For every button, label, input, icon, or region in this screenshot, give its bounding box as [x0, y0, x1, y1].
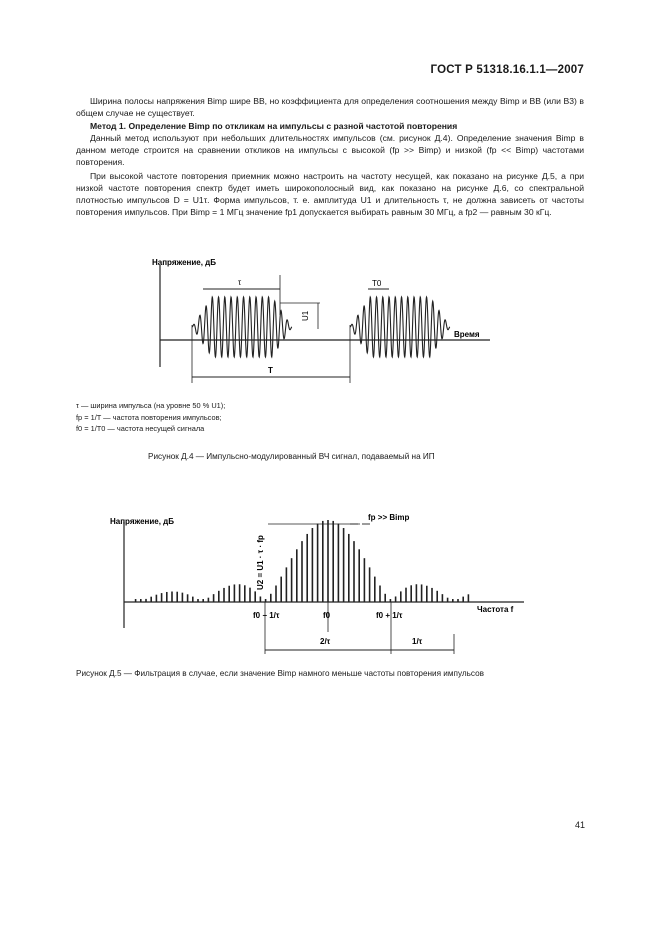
method-1-title: Метод 1. Определение Bimp по откликам на импульсы с разной частотой повторения	[90, 121, 458, 131]
waveform-path	[192, 297, 292, 357]
y-axis-label: Напряжение, дБ	[152, 258, 216, 267]
y-axis-label: Напряжение, дБ	[110, 517, 174, 526]
side-lobe-width-label: 1/τ	[412, 637, 423, 646]
paragraph-method-description: Данный метод используют при небольших длительностях импульсов (см. рисунок Д.4). Определение значения Bimp в данном методе строится на сравнении откликов на импульсы с высокой (fp >> Bimp) и низкой (fp << Bimp) частотами повторения.	[76, 133, 584, 167]
page-number: 41	[574, 820, 585, 830]
fp-label: fp >> Bimp	[368, 513, 410, 522]
tick-right-label: f0 + 1/τ	[376, 611, 403, 620]
x-axis-label: Время	[454, 330, 480, 339]
pulse-burst-1	[192, 297, 292, 357]
tick-center-label: f0	[323, 611, 331, 620]
u2-label: U2 = U1 · τ · fp	[256, 535, 265, 590]
page-header-standard-code: ГОСТ Р 51318.16.1.1—2007	[430, 64, 584, 76]
t0-label: T0	[372, 279, 382, 288]
legend-line-f0: f0 = 1/T0 — частота несущей сигнала	[76, 424, 205, 433]
pulse-burst-2	[350, 297, 450, 357]
figure-d5-spectrum	[100, 508, 530, 658]
figure-d4-caption: Рисунок Д.4 — Импульсно-модулированный ВЧ сигнал, подаваемый на ИП	[148, 452, 435, 461]
tau-label: τ	[238, 278, 242, 287]
tick-left-label: f0 − 1/τ	[253, 611, 280, 620]
legend-line-tau: τ — ширина импульса (на уровне 50 % U1);	[76, 401, 226, 410]
main-lobe-width-label: 2/τ	[320, 637, 331, 646]
legend-line-fp: fp = 1/T — частота повторения импульсов;	[76, 412, 222, 422]
spectrum-lines	[136, 520, 469, 602]
body-text	[76, 95, 584, 218]
waveform-path	[350, 297, 450, 357]
figure-d5-caption: Рисунок Д.5 — Фильтрация в случае, если значение Bimp намного меньше частоты повторения импульсов	[76, 669, 484, 678]
period-label: T	[268, 366, 273, 375]
figure-d4-legend	[76, 400, 225, 435]
paragraph-bandwidth: Ширина полосы напряжения Bimp шире BB, но коэффициента для определения соотношения между Bimp и BB (или B3) в общем случае не существует.	[76, 96, 584, 118]
paragraph-high-frequency: При высокой частоте повторения приемник можно настроить на частоту несущей, как показано на рисунке Д.5, а при низкой частоте повторения спектр будет иметь широкополосный вид, как показано на рисунке Д.6, со спектральной плотностью импульсов D = U1τ. Форма импульсов, т. е. амплитуда U1 и длительность τ, не должна зависеть от частоты повторения импульсов. При Bimp = 1 МГц значение fp1 допускается выбирать равным 30 МГц, а fp2 — равным 30 кГц.	[76, 171, 584, 217]
x-axis-label: Частота f	[477, 605, 514, 614]
u1-label: U1	[301, 310, 310, 321]
figure-d4-pulse-signal	[140, 255, 500, 395]
